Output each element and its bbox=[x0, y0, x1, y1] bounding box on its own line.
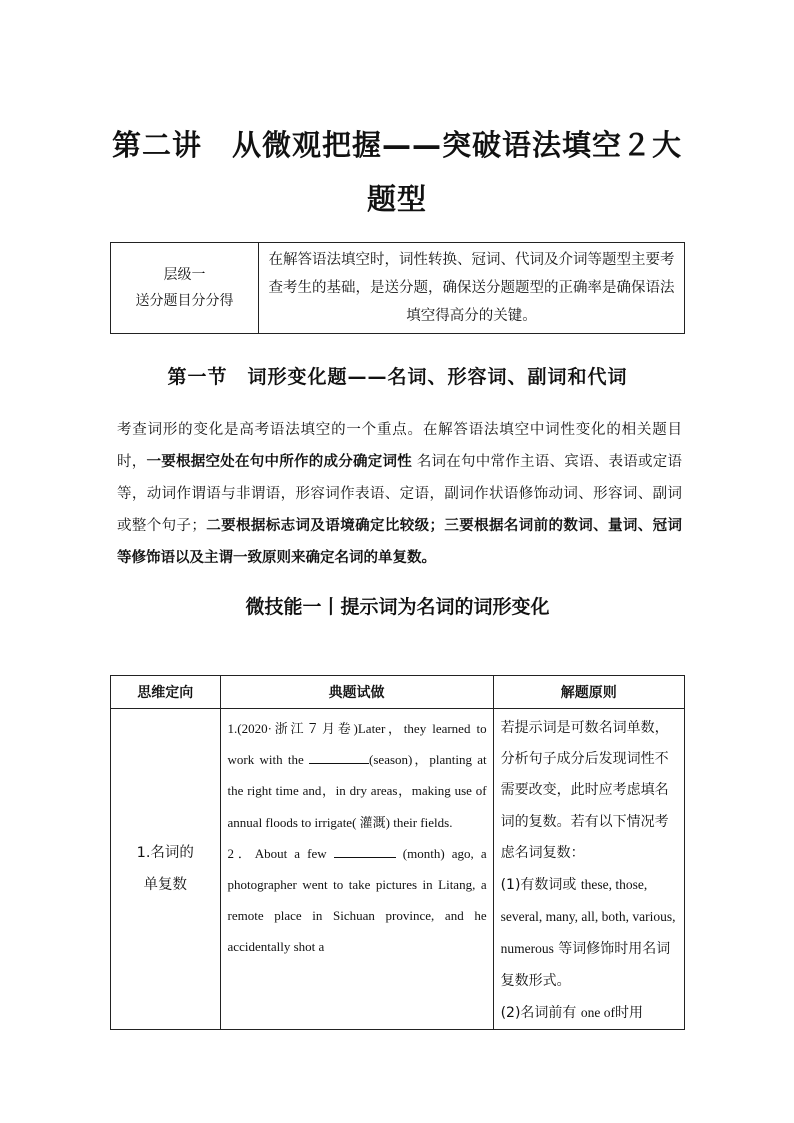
practice-table bbox=[110, 675, 685, 1030]
level-label: 层级一 bbox=[163, 267, 206, 283]
intro-paragraph bbox=[117, 414, 682, 574]
category-line-1: 1.名词的 bbox=[136, 845, 194, 862]
table-row bbox=[111, 709, 685, 1030]
principle-text-c1: (2)名词前有 bbox=[500, 1004, 577, 1021]
example-1-source: 1.(2020·浙江７月卷) bbox=[227, 721, 358, 736]
blank-1[interactable] bbox=[309, 749, 369, 764]
level-description: 在解答语法填空时，词性转换、冠词、代词及介词等题型主要考查考生的基础，是送分题，确保送分题题型的正确率是确保语法填空得高分的关键。 bbox=[259, 243, 685, 334]
header-principle: 解题原则 bbox=[493, 676, 684, 709]
principle-cell bbox=[493, 709, 684, 1030]
example-cell bbox=[220, 709, 493, 1030]
blank-2[interactable] bbox=[334, 843, 396, 858]
principle-text-b1: (1)有数词或 bbox=[500, 877, 577, 894]
example-1-text-b: (season)，planting at the right time and，in dry areas，making use of annual floods to irrigate( 灌溉) their fields. bbox=[227, 752, 487, 830]
principle-text-b-en: these, those, several, many, all, both, various, numerous bbox=[500, 877, 676, 957]
table-header-row bbox=[111, 676, 685, 709]
page-title: 第二讲 从微观把握——突破语法填空２大题型 bbox=[111, 128, 682, 216]
principle-text-b2: 等词修饰时用名词复数形式。 bbox=[500, 941, 671, 989]
example-2-text-b: (month) ago, a photographer went to take pictures in Litang, a remote place in Sichuan province, and he accidentally shot a bbox=[227, 845, 487, 955]
principle-text-c-en: one of bbox=[580, 1004, 616, 1020]
header-thinking: 思维定向 bbox=[111, 676, 221, 709]
principle-text-a: 若提示词是可数名词单数，分析句子成分后发现词性不需要改变，此时应考虑填名词的复数。若有以下情况考虑名词复数： bbox=[500, 720, 669, 861]
category-cell bbox=[111, 709, 221, 1030]
header-examples: 典题试做 bbox=[220, 676, 493, 709]
principle-text-c2: 时用 bbox=[615, 1004, 644, 1021]
level-label-cell bbox=[111, 243, 259, 334]
category-line-2: 单复数 bbox=[143, 877, 188, 894]
skill-title: 微技能一丨提示词为名词的词形变化 bbox=[245, 596, 550, 618]
example-2-text-a: 2．About a few bbox=[227, 845, 327, 861]
intro-bold-1: 一要根据空处在句中所作的成分确定词性 bbox=[146, 454, 412, 470]
section-title: 第一节 词形变化题——名词、形容词、副词和代词 bbox=[167, 366, 628, 388]
example-1-text-a: Later，they learned to work with the bbox=[227, 721, 487, 768]
level-sublabel: 送分题目分分得 bbox=[135, 293, 234, 309]
intro-text-1: 考查词形的变化是高考语法填空的一个重点。在解答语法填空中词性变化的相关题目时， bbox=[117, 422, 682, 470]
intro-bold-2: 二要根据标志词及语境确定比较级；三要根据名词前的数词、量词、冠词等修饰语以及主谓一致原则来确定名词的单复数。 bbox=[117, 518, 683, 566]
intro-text-2: 名词在句中常作主语、宾语、表语或定语等，动词作谓语与非谓语，形容词作表语、定语，副词作状语修饰动词、形容词、副词或整个句子； bbox=[117, 454, 683, 534]
level-box bbox=[110, 242, 685, 334]
